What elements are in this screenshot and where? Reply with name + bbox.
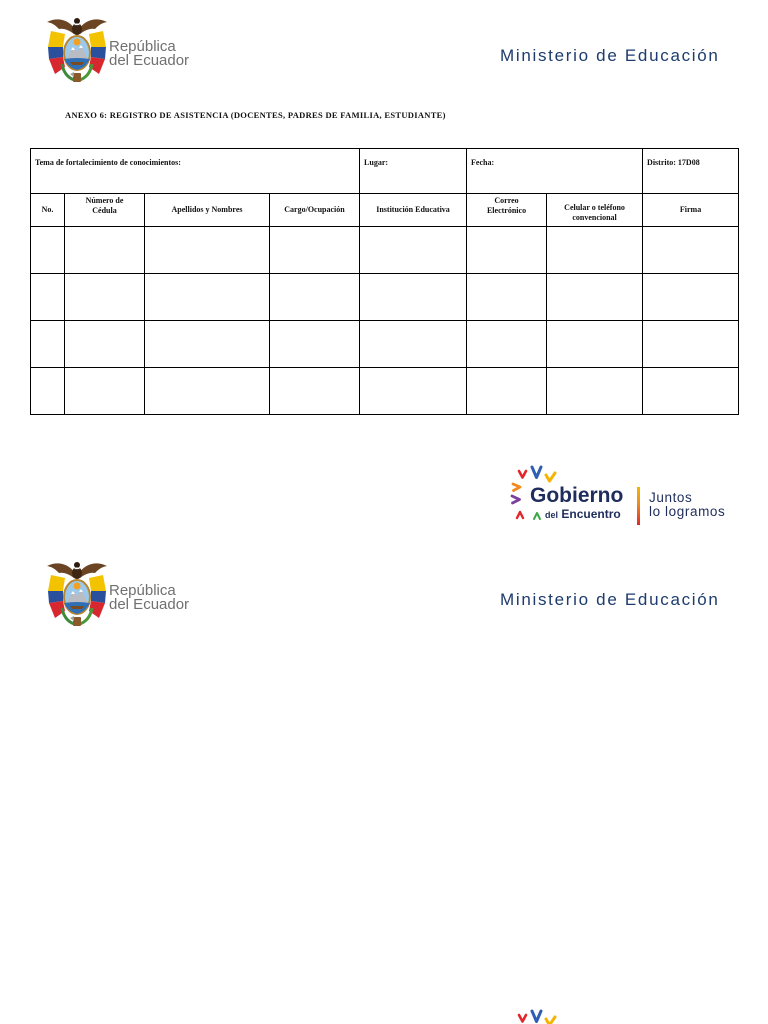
column-header-names: Apellidos y Nombres <box>145 194 270 227</box>
table-cell <box>31 274 65 321</box>
column-header-id-number <box>65 194 145 227</box>
table-cell <box>145 227 270 274</box>
table-cell <box>270 321 360 368</box>
table-row <box>31 274 739 321</box>
table-cell <box>65 321 145 368</box>
table-cell <box>643 274 739 321</box>
table-cell <box>360 321 467 368</box>
column-header-signature: Firma <box>643 194 739 227</box>
republic-line-1: República <box>109 38 176 55</box>
ecuador-coat-of-arms-icon <box>44 14 110 86</box>
table-cell <box>643 321 739 368</box>
table-cell <box>360 227 467 274</box>
logo-name-text: Gobierno <box>530 484 624 507</box>
republic-wordmark <box>109 40 189 68</box>
place-label: Lugar: <box>360 149 467 194</box>
gobierno-chevrons-icon <box>508 1007 560 1024</box>
column-header-email-text: Correo Electrónico <box>486 196 527 215</box>
date-label: Fecha: <box>467 149 643 194</box>
column-header-institution: Institución Educativa <box>360 194 467 227</box>
table-cell <box>547 368 643 415</box>
column-header-no: No. <box>31 194 65 227</box>
table-cell <box>65 227 145 274</box>
logo-slogan-line-1: Juntos <box>649 490 693 505</box>
table-cell <box>65 368 145 415</box>
column-header-email <box>467 194 547 227</box>
table-cell <box>467 227 547 274</box>
table-cell <box>467 321 547 368</box>
table-row <box>31 368 739 415</box>
table-cell <box>145 321 270 368</box>
table-cell <box>145 368 270 415</box>
table-cell <box>643 368 739 415</box>
column-header-id-number-text: Número de Cédula <box>85 196 124 215</box>
table-row <box>31 227 739 274</box>
table-cell <box>270 368 360 415</box>
gobierno-del-encuentro-logo <box>508 463 730 527</box>
table-cell <box>547 274 643 321</box>
table-cell <box>360 274 467 321</box>
annex-title: ANEXO 6: REGISTRO DE ASISTENCIA (DOCENTES, PADRES DE FAMILIA, ESTUDIANTE) <box>65 110 446 120</box>
table-cell <box>31 321 65 368</box>
table-cell <box>547 227 643 274</box>
table-header-row <box>31 194 739 227</box>
republic-line-2: del Ecuador <box>109 52 190 69</box>
table-cell <box>547 321 643 368</box>
logo-subname-small: del <box>545 510 559 520</box>
column-header-role: Cargo/Ocupación <box>270 194 360 227</box>
ecuador-coat-of-arms-icon <box>44 558 110 630</box>
logo-divider <box>637 487 640 525</box>
republic-wordmark <box>109 584 189 612</box>
table-cell <box>467 274 547 321</box>
ministry-name: Ministerio de Educación <box>500 590 720 609</box>
district-label: Distrito: 17D08 <box>643 149 739 194</box>
table-cell <box>65 274 145 321</box>
republic-line-1: República <box>109 582 176 599</box>
table-cell <box>31 227 65 274</box>
table-cell <box>643 227 739 274</box>
table-cell <box>270 227 360 274</box>
table-cell <box>360 368 467 415</box>
logo-slogan-line-2: lo logramos <box>649 504 726 519</box>
logo-subname <box>545 508 621 522</box>
ministry-name: Ministerio de Educación <box>500 46 720 65</box>
attendance-table-body <box>31 227 739 415</box>
column-header-phone: Celular o teléfono convencional <box>547 194 643 227</box>
attendance-table <box>30 148 739 415</box>
table-cell <box>467 368 547 415</box>
republic-line-2: del Ecuador <box>109 596 190 613</box>
table-row <box>31 321 739 368</box>
logo-subname-main: Encuentro <box>561 507 621 521</box>
table-info-row <box>31 149 739 194</box>
table-cell <box>270 274 360 321</box>
table-cell <box>145 274 270 321</box>
topic-label: Tema de fortalecimiento de conocimientos: <box>31 149 360 194</box>
table-cell <box>31 368 65 415</box>
